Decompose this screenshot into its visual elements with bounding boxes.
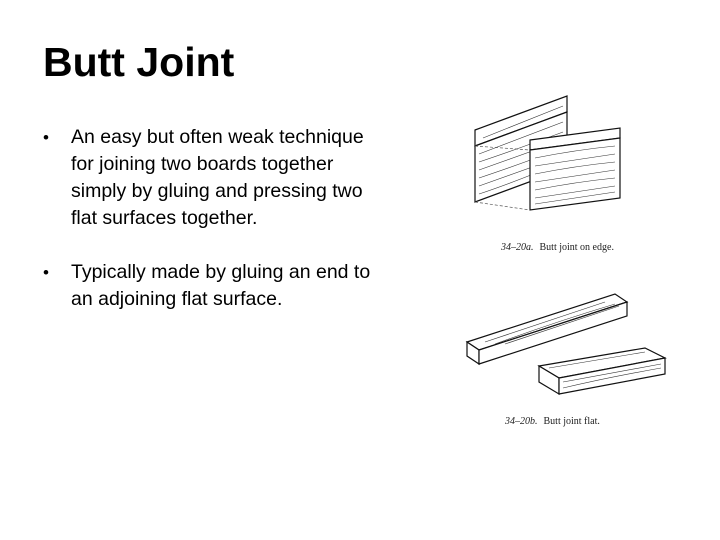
figure-number: 34–20a. [501,242,534,253]
slide-title: Butt Joint [43,39,235,85]
edge-joint-drawing [475,96,620,210]
figure-caption: Butt joint flat. [543,416,600,427]
figure-caption-a [501,242,614,253]
bullet-list [43,124,373,340]
bullet-item [43,259,373,313]
bullet-text: An easy but often weak technique for joining two boards together simply by gluing and pressing two flat surfaces together. [71,126,364,229]
figure-caption-b [505,416,600,427]
bullet-text: Typically made by gluing an end to an adjoining flat surface. [71,261,371,310]
front-board-face [530,138,620,210]
bullet-marker: • [43,263,49,282]
butt-joint-illustration [455,58,685,440]
figure-number: 34–20b. [505,416,538,427]
bullet-marker: • [43,128,49,147]
flat-joint-drawing [467,294,665,394]
figure-caption: Butt joint on edge. [539,242,614,253]
bullet-item [43,124,373,232]
